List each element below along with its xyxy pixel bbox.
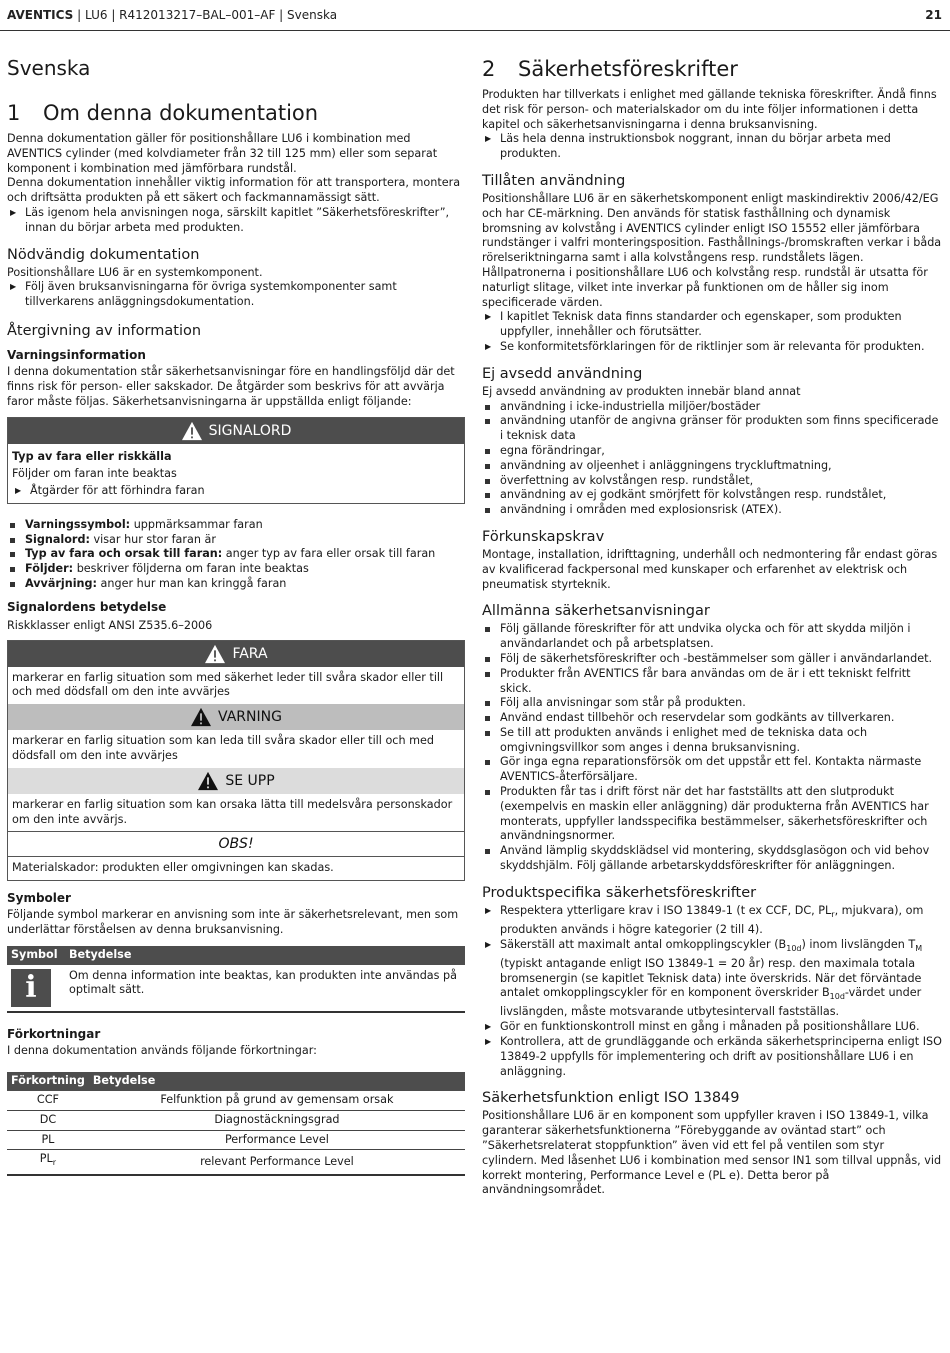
paragraph: Positionshållare LU6 är en komponent som uppfyller kraven i ISO 13849-1, vilka garanterar säkerhetsfunktionerna ”Förebyggande av oväntad start” och ”Säkerhetsrelaterat stoppfunktion” även vid ett fel på ventilen som styr cylindern. Med låsenhet LU6 i kombination med sensor IN1 som tillval uppnås, vid korrekt montering, Performance Level e (PL e). Detta beror på användningsområdet. bbox=[482, 1109, 942, 1197]
table-row bbox=[7, 965, 465, 1012]
fara-text: markerar en farlig situation som med säkerhet leder till svåra skador eller till och med dödsfall om den inte avvärjes bbox=[12, 670, 444, 699]
minor-heading: Förkortningar bbox=[7, 1026, 101, 1041]
bullet-item: användning i icke-industriella miljöer/bostäder bbox=[482, 400, 942, 415]
signal-word-bar bbox=[8, 418, 464, 444]
bullet-item: överfettning av kolvstången resp. rundstålet, bbox=[482, 474, 942, 489]
fara-label: FARA bbox=[232, 645, 268, 662]
varning-bar bbox=[8, 704, 464, 730]
instruction-item: ▶ Respektera ytterligare krav i ISO 13849-1 (t ex CCF, DC, $PL_r$, mjukvara), om produkten används i högre kategorier (2 till 4). bbox=[482, 904, 942, 938]
legend-item: Följder: beskriver följderna om faran inte beaktas bbox=[7, 562, 465, 577]
section-1-heading bbox=[7, 100, 465, 126]
paragraph: Montage, installation, idrifttagning, underhåll och nedmontering får endast göras av kvalificerad fackpersonal med kunskaper och erfarenhet av elektrisk och pneumatisk styrteknik. bbox=[482, 547, 938, 591]
abbreviation-table bbox=[7, 1072, 465, 1175]
signal-word-label: SIGNALORD bbox=[208, 423, 292, 440]
bullet-item: Följ de säkerhetsföreskrifter och -bestämmelser som gäller i användarlandet. bbox=[482, 652, 942, 667]
abbreviation-cell: $PL_r$ bbox=[7, 1150, 89, 1175]
bullet-item: Använd lämplig skyddsklädsel vid montering, skyddsglasögon och vid behov skyddshjälm. Följ gällande arbetarskyddsföreskrifter för anläggningen. bbox=[482, 844, 942, 874]
left-column bbox=[7, 52, 465, 1176]
legend-item: Typ av fara och orsak till faran: anger typ av fara eller orsak till faran bbox=[7, 547, 465, 562]
subheading: Produktspecifika säkerhetsföreskrifter bbox=[482, 884, 757, 901]
table-row bbox=[7, 1130, 465, 1150]
section-number: 2 bbox=[482, 57, 496, 81]
paragraph: I denna dokumentation används följande förkortningar: bbox=[7, 1043, 317, 1057]
instruction-item: ▶ Gör en funktionskontroll minst en gång i månaden på positionshållare LU6. bbox=[482, 1020, 942, 1035]
subheading: Allmänna säkerhetsanvisningar bbox=[482, 603, 710, 620]
hazard-action: ▶ Åtgärder för att förhindra faran bbox=[12, 484, 460, 499]
instruction-list bbox=[7, 206, 465, 236]
paragraph: Denna dokumentation innehåller viktig information för att transportera, montera och driftsätta produkten på ett säkert och fackmannamässigt sätt. bbox=[7, 176, 461, 205]
fara-bar bbox=[8, 641, 464, 667]
language-title: Svenska bbox=[7, 56, 91, 80]
paragraph: Följande symbol markerar en anvisning som inte är säkerhetsrelevant, men som underlättar förståelsen av denna bruksanvisning. bbox=[7, 908, 459, 936]
legend-item: Varningssymbol: uppmärksammar faran bbox=[7, 518, 465, 533]
varning-text: markerar en farlig situation som kan leda till svåra skador eller till och med dödsfall om den inte avvärjes bbox=[12, 734, 434, 762]
warning-triangle-icon bbox=[190, 707, 212, 727]
paragraph: Ej avsedd användning av produkten innebär bland annat bbox=[482, 384, 801, 398]
bullet-item: egna förändringar, bbox=[482, 444, 942, 459]
subheading: Förkunskapskrav bbox=[482, 528, 605, 545]
subheading: Nödvändig dokumentation bbox=[7, 246, 200, 263]
paragraph: Denna dokumentation gäller för positionshållare LU6 i kombination med AVENTICS cylinder (med kolvdiameter från 32 till 125 mm) eller som separat komponent i kombination med jämförbara rundstål. bbox=[7, 132, 438, 175]
warning-triangle-icon bbox=[197, 771, 219, 791]
signal-word-template-box bbox=[7, 417, 465, 503]
varning-label: VARNING bbox=[218, 709, 282, 726]
header-brand: AVENTICS bbox=[7, 8, 74, 22]
bullet-item: Se till att produkten används i enlighet med de tekniska data och omgivningsvillkor som anges i denna bruksanvisning. bbox=[482, 726, 942, 756]
subheading: Återgivning av information bbox=[7, 322, 202, 339]
instruction-item: ▶ Se konformitetsförklaringen för de riktlinjer som är relevanta för produkten. bbox=[482, 340, 942, 355]
warning-triangle-icon bbox=[181, 421, 203, 441]
table-header: Betydelse bbox=[89, 1072, 465, 1091]
legend-item: Signalord: visar hur stor faran är bbox=[7, 533, 465, 548]
abbreviation-cell: DC bbox=[7, 1110, 89, 1130]
section-title: Säkerhetsföreskrifter bbox=[518, 57, 738, 81]
info-icon: i bbox=[11, 969, 51, 1007]
minor-heading: Symboler bbox=[7, 891, 71, 906]
legend-list bbox=[7, 518, 465, 592]
table-header: Symbol bbox=[7, 946, 65, 965]
bullet-item: användning i områden med explosionsrisk (ATEX). bbox=[482, 503, 942, 518]
obs-label: OBS! bbox=[218, 836, 254, 853]
paragraph: I denna dokumentation står säkerhetsanvisningar före en handlingsföljd där det finns risk för person- eller sakskador. De åtgärder som beskrivs för att avvärja faror måste följas. Säkerhetsanvisningarna är uppställda enligt följande: bbox=[7, 364, 455, 408]
bullet-item: användning av oljeenhet i anläggningens tryckluftmatning, bbox=[482, 459, 942, 474]
symbol-table bbox=[7, 946, 465, 1013]
instruction-list bbox=[482, 132, 942, 162]
instruction-item: ▶ Läs igenom hela anvisningen noga, särskilt kapitlet ”Säkerhetsföreskrifter”, innan du börjar arbeta med produkten. bbox=[7, 206, 465, 236]
meaning-cell: Diagnostäckningsgrad bbox=[89, 1110, 465, 1130]
paragraph: Produkten har tillverkats i enlighet med gällande tekniska föreskrifter. Ändå finns det risk för person- och materialskador om du inte följer informationen i detta kapitel och säkerhetsanvisningarna i denna bruksanvisning. bbox=[482, 88, 937, 131]
section-number: 1 bbox=[7, 101, 21, 125]
obs-bar bbox=[8, 831, 464, 857]
instruction-item: ▶ I kapitlet Teknisk data finns standarder och egenskaper, som produkten uppfyller, innehåller och förutsätter. bbox=[482, 310, 942, 340]
minor-heading: Signalordens betydelse bbox=[7, 599, 167, 614]
seupp-label: SE UPP bbox=[225, 772, 275, 789]
bullet-item: användning utanför de angivna gränser för produkten som finns specificerade i teknisk data bbox=[482, 414, 942, 444]
bullet-item: användning av ej godkänt smörjfett för kolvstången resp. rundstålet, bbox=[482, 488, 942, 503]
bullet-item: Använd endast tillbehör och reservdelar som godkänts av tillverkaren. bbox=[482, 711, 942, 726]
page-header bbox=[7, 8, 942, 26]
instruction-item: ▶ Följ även bruksanvisningarna för övriga systemkomponenter samt tillverkarens anläggningsdokumentation. bbox=[7, 280, 465, 310]
section-title: Om denna dokumentation bbox=[43, 101, 319, 125]
meaning-cell: Felfunktion på grund av gemensam orsak bbox=[89, 1091, 465, 1110]
subheading: Ej avsedd användning bbox=[482, 365, 643, 382]
table-header: Förkortning bbox=[7, 1072, 89, 1091]
bullet-item: Följ gällande föreskrifter för att undvika olycka och för att skydda miljön i användarlandet och på arbetsplatsen. bbox=[482, 622, 942, 652]
seupp-bar bbox=[8, 768, 464, 794]
paragraph: Positionshållare LU6 är en säkerhetskomponent enligt maskindirektiv 2006/42/EG och har CE-märkning. Den används för statisk fasthållning och dynamisk bromsning av kolvstång i AVENTICS cylinder enligt ISO 15552 eller jämförbara rundstänger i valfri monteringsposition. Fasthållnings-/bromskraften verkar i båda rörelseriktningarna samt i alla kolvstångens resp. rundstålets lägen. Hållpatronerna i positionshållare LU6 och kolvstång resp. rundstål är utsatta för naturligt slitage, vilket inte inverkar på funktionen om de håller sig inom specificerade värden. bbox=[482, 191, 942, 309]
bullet-item: Gör inga egna reparationsförsök om det uppstår ett fel. Kontakta närmaste AVENTICS-återförsäljare. bbox=[482, 755, 942, 785]
paragraph: Positionshållare LU6 är en systemkomponent. bbox=[7, 265, 263, 279]
bullet-list bbox=[482, 400, 942, 518]
header-docref: | LU6 | R412013217–BAL–001–AF | Svenska bbox=[73, 8, 338, 22]
page-number: 21 bbox=[925, 8, 942, 22]
bullet-list bbox=[482, 622, 942, 874]
bullet-item: Produkten får tas i drift först när det har fastställts att den slutprodukt (exempelvis en maskin eller anläggning) där produkterna från AVENTICS har monterats, uppfyller landsspecifika bestämmelser, säkerhetsföreskrifter och användningsnormer. bbox=[482, 785, 942, 844]
table-cell: Om denna information inte beaktas, kan produkten inte användas på optimalt sätt. bbox=[65, 965, 465, 1012]
table-row bbox=[7, 1150, 465, 1175]
instruction-list bbox=[482, 310, 942, 354]
abbreviation-cell: PL bbox=[7, 1130, 89, 1150]
minor-heading: Varningsinformation bbox=[7, 347, 146, 362]
right-column bbox=[482, 52, 942, 1198]
signal-words-box bbox=[7, 640, 465, 882]
legend-item: Avvärjning: anger hur man kan kringgå faran bbox=[7, 577, 465, 592]
meaning-cell: relevant Performance Level bbox=[89, 1150, 465, 1175]
bullet-item: Produkter från AVENTICS får bara användas om de är i ett tekniskt felfritt skick. bbox=[482, 667, 942, 697]
bullet-item: Följ alla anvisningar som står på produkten. bbox=[482, 696, 942, 711]
subheading: Säkerhetsfunktion enligt ISO 13849 bbox=[482, 1090, 740, 1107]
subheading: Tillåten användning bbox=[482, 172, 626, 189]
header-rule bbox=[0, 30, 950, 31]
section-2-heading bbox=[482, 56, 942, 82]
signal-word-content bbox=[8, 444, 464, 502]
table-row bbox=[7, 1091, 465, 1110]
instruction-list bbox=[482, 904, 942, 1079]
table-row bbox=[7, 1110, 465, 1130]
seupp-text: markerar en farlig situation som kan orsaka lätta till medelsvåra personskador om den inte avvärjs. bbox=[12, 797, 453, 826]
meaning-cell: Performance Level bbox=[89, 1130, 465, 1150]
paragraph: Riskklasser enligt ANSI Z535.6–2006 bbox=[7, 618, 213, 632]
hazard-type: Typ av fara eller riskkälla bbox=[12, 450, 172, 464]
instruction-item: ▶ Säkerställ att maximalt antal omkopplingscykler $(B_{10d})$ inom livslängden $T_M$ (typiskt antagande enligt ISO 13849-1 = 20 år) resp. den maximala totala bromsenergin (se kapitlet Teknisk data) inte överskrids. När det förväntade antalet omkopplingscykler för en komponent överskrider $B_{10d}$-värdet under livslängden, måste motsvarande utbytesintervall fastställas. bbox=[482, 938, 942, 1020]
obs-text: Materialskador: produkten eller omgivningen kan skadas. bbox=[12, 861, 334, 875]
table-header: Betydelse bbox=[65, 946, 465, 965]
warning-triangle-icon bbox=[204, 644, 226, 664]
instruction-item: ▶ Läs hela denna instruktionsbok noggrant, innan du börjar arbeta med produkten. bbox=[482, 132, 942, 162]
hazard-consequence: Följder om faran inte beaktas bbox=[12, 467, 177, 481]
instruction-list bbox=[7, 280, 465, 310]
instruction-item: ▶ Kontrollera, att de grundläggande och erkända säkerhetsprinciperna enligt ISO 13849-2 uppfylls för implementering och drift av positionshållare LU6 i en anläggning. bbox=[482, 1035, 942, 1079]
abbreviation-cell: CCF bbox=[7, 1091, 89, 1110]
